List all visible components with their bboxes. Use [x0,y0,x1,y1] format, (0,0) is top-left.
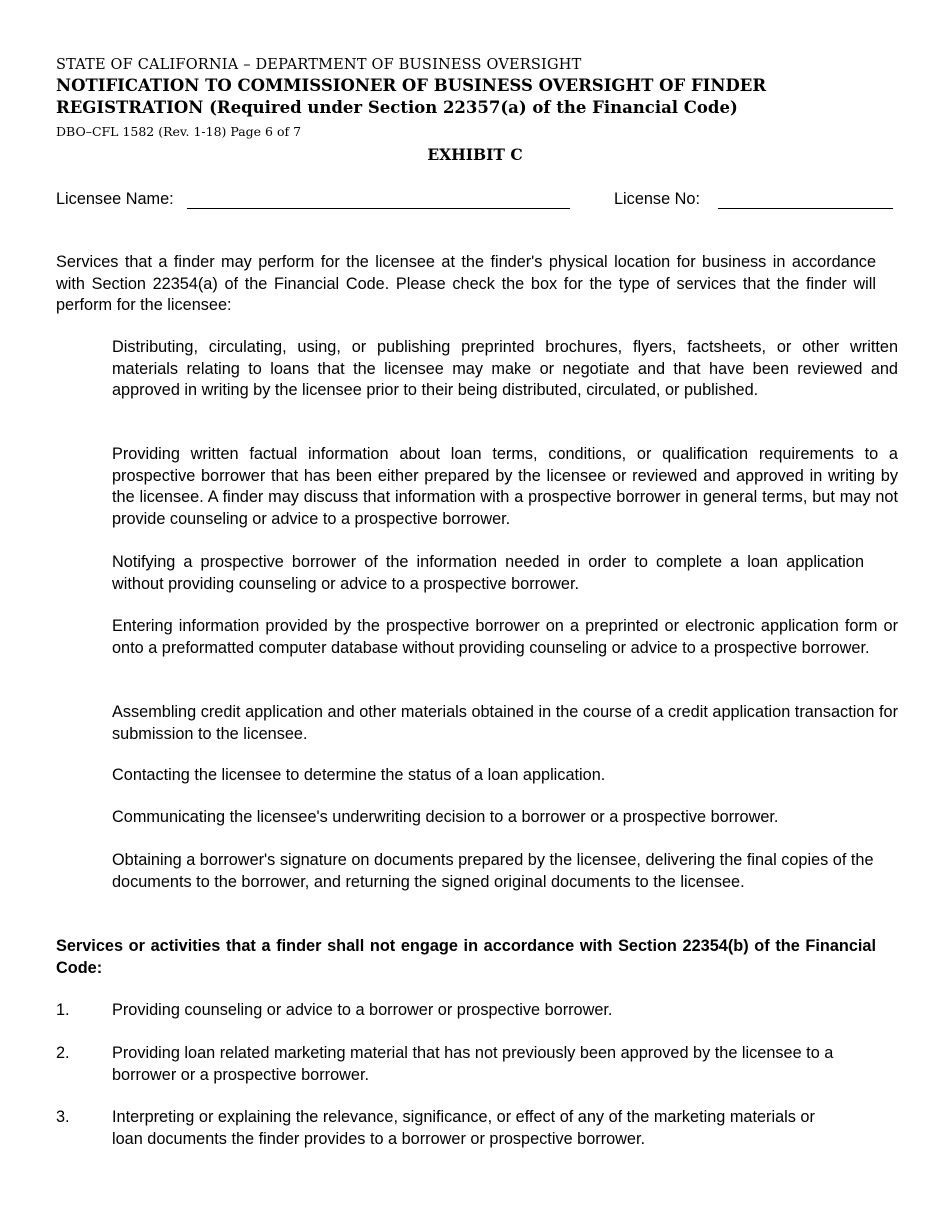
service-item-written-info: Providing written factual information about loan terms, conditions, or qualification requirements to a prospective borrower that has been either prepared by the licensee or reviewed and approved in writing by the licensee. A finder may discuss that information with a prospective borrower in general terms, but may not provide counseling or advice to a prospective borrower. [112,445,898,528]
agency-header: STATE OF CALIFORNIA – DEPARTMENT OF BUSINESS OVERSIGHT [56,57,582,73]
prohibited-heading: Services or activities that a finder shall not engage in accordance with Section 22354(b) of the Financial Code: [56,937,876,977]
service-item-distributing: Distributing, circulating, using, or publishing preprinted brochures, flyers, factsheets, or other written materials relating to loans that the licensee may make or negotiate and that have been reviewed and approved in writing by the licensee prior to their being distributed, circulated, or published. [112,338,898,399]
license-no-field[interactable] [718,188,893,209]
service-item-assembling: Assembling credit application and other materials obtained in the course of a credit application transaction for submission to the licensee. [112,703,898,743]
form-title-line-2: REGISTRATION (Required under Section 22357(a) of the Financial Code) [56,98,738,117]
exhibit-title: EXHIBIT C [427,145,523,164]
service-item-communicating: Communicating the licensee's underwriting decision to a borrower or a prospective borrower. [112,808,779,826]
prohibited-item-3: Interpreting or explaining the relevance, significance, or effect of any of the marketing materials or loan documents the finder provides to a borrower or prospective borrower. [112,1108,815,1148]
service-item-contacting: Contacting the licensee to determine the status of a loan application. [112,766,606,784]
licensee-name-field[interactable] [187,188,570,209]
form-title-line-1: NOTIFICATION TO COMMISSIONER OF BUSINESS OVERSIGHT OF FINDER [56,76,767,95]
form-number: DBO–CFL 1582 (Rev. 1-18) Page 6 of 7 [56,124,302,139]
prohibited-item-2: Providing loan related marketing material that has not previously been approved by the licensee to a borrower or a prospective borrower. [112,1044,834,1084]
licensee-name-label: Licensee Name: [56,190,174,208]
prohibited-number-3: 3. [56,1108,70,1126]
prohibited-number-1: 1. [56,1001,70,1019]
service-item-obtaining-signature: Obtaining a borrower's signature on documents prepared by the licensee, delivering the final copies of the documents to the borrower, and returning the signed original documents to the licensee. [112,851,874,891]
intro-paragraph: Services that a finder may perform for the licensee at the finder's physical location for business in accordance with Section 22354(a) of the Financial Code. Please check the box for the type of services that the finder will perform for the licensee: [56,253,876,314]
service-item-notifying: Notifying a prospective borrower of the information needed in order to complete a loan application without providing counseling or advice to a prospective borrower. [112,553,864,593]
service-item-entering-info: Entering information provided by the prospective borrower on a preprinted or electronic application form or onto a preformatted computer database without providing counseling or advice to a prospective borrower. [112,617,898,657]
license-no-label: License No: [614,190,700,208]
prohibited-item-1: Providing counseling or advice to a borrower or prospective borrower. [112,1001,613,1019]
prohibited-number-2: 2. [56,1044,70,1062]
